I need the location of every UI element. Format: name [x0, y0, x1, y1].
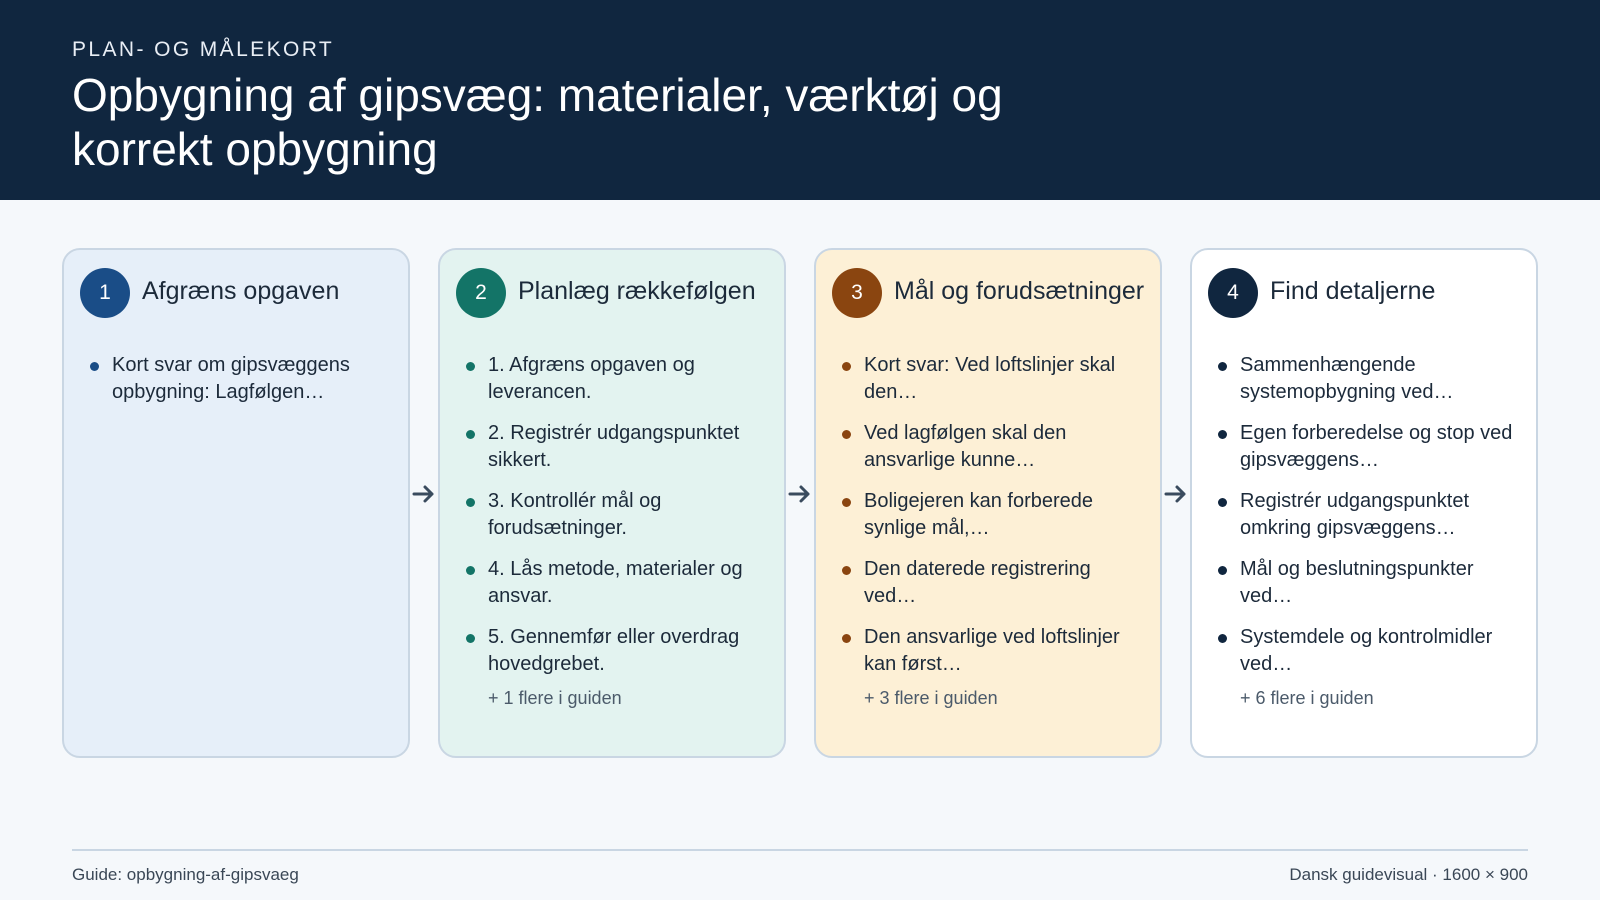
bullet-dot — [90, 362, 99, 371]
item-text: Ved lagfølgen skal den ansvarlige kunne… — [864, 422, 1067, 471]
item-text: Registrér udgangspunktet omkring gipsvæggens… — [1240, 490, 1470, 539]
list-item — [840, 624, 1140, 678]
list-item — [88, 352, 388, 406]
header-banner — [0, 0, 1600, 200]
footer-meta: Dansk guidevisual · 1600 × 900 — [1289, 865, 1528, 884]
item-text: Systemdele og kontrolmidler ved… — [1240, 626, 1493, 675]
page-title: Opbygning af gipsvæg: materialer, værktøj og korrekt opbygning — [72, 69, 1003, 175]
list-item — [464, 352, 764, 406]
step-card-4 — [1190, 248, 1538, 758]
bullet-dot — [842, 634, 851, 643]
list-item — [840, 352, 1140, 406]
list-item — [464, 488, 764, 542]
step-number-badge: 4 — [1208, 268, 1258, 318]
bullet-dot — [466, 362, 475, 371]
arrow-right-icon — [786, 480, 814, 508]
item-text: Egen forberedelse og stop ved gipsvæggens… — [1240, 422, 1513, 471]
more-in-guide-link[interactable]: + 3 flere i guiden — [864, 688, 998, 708]
more-in-guide-link[interactable]: + 6 flere i guiden — [1240, 688, 1374, 708]
item-text: Mål og beslutningspunkter ved… — [1240, 558, 1474, 607]
bullet-dot — [842, 566, 851, 575]
footer-divider — [72, 849, 1528, 851]
list-item — [1216, 488, 1516, 542]
item-text: Den ansvarlige ved loftslinjer kan først… — [864, 626, 1120, 675]
list-item — [840, 420, 1140, 474]
bullet-dot — [1218, 498, 1227, 507]
list-item — [840, 488, 1140, 542]
bullet-dot — [842, 430, 851, 439]
footer-guide-slug: Guide: opbygning-af-gipsvaeg — [72, 865, 299, 884]
step-number-badge: 2 — [456, 268, 506, 318]
list-item — [464, 420, 764, 474]
arrow-right-icon — [410, 480, 438, 508]
step-title: Find detaljerne — [1270, 277, 1436, 305]
bullet-dot — [466, 634, 475, 643]
list-item — [1216, 624, 1516, 678]
step-card-2 — [438, 248, 786, 758]
item-text: Kort svar om gipsvæggens opbygning: Lagfølgen… — [112, 354, 350, 403]
bullet-dot — [842, 362, 851, 371]
step-number-badge: 1 — [80, 268, 130, 318]
step-card-3 — [814, 248, 1162, 758]
step-number-badge: 3 — [832, 268, 882, 318]
bullet-dot — [842, 498, 851, 507]
step-card-1 — [62, 248, 410, 758]
item-text: 4. Lås metode, materialer og ansvar. — [488, 558, 743, 607]
step-title: Mål og forudsætninger — [894, 277, 1145, 305]
list-item — [840, 556, 1140, 610]
bullet-dot — [1218, 566, 1227, 575]
item-text: 3. Kontrollér mål og forudsætninger. — [488, 490, 662, 539]
step-item-list — [840, 352, 1140, 692]
step-item-list — [464, 352, 764, 692]
step-item-list — [1216, 352, 1516, 692]
item-text: Sammenhængende systemopbygning ved… — [1240, 354, 1454, 403]
item-text: 5. Gennemfør eller overdrag hovedgrebet. — [488, 626, 740, 675]
list-item — [464, 556, 764, 610]
item-text: 2. Registrér udgangspunktet sikkert. — [488, 422, 740, 471]
step-cards — [62, 248, 1538, 758]
arrow-right-icon — [1162, 480, 1190, 508]
item-text: Den daterede registrering ved… — [864, 558, 1091, 607]
list-item — [1216, 420, 1516, 474]
bullet-dot — [1218, 634, 1227, 643]
step-item-list — [88, 352, 388, 420]
eyebrow-label: PLAN- OG MÅLEKORT — [72, 38, 335, 61]
item-text: Boligejeren kan forberede synlige mål,… — [864, 490, 1094, 539]
list-item — [1216, 352, 1516, 406]
bullet-dot — [1218, 430, 1227, 439]
step-title: Afgræns opgaven — [142, 277, 340, 305]
bullet-dot — [466, 498, 475, 507]
list-item — [1216, 556, 1516, 610]
more-in-guide-link[interactable]: + 1 flere i guiden — [488, 688, 622, 708]
item-text: 1. Afgræns opgaven og leverancen. — [488, 354, 695, 403]
step-title: Planlæg rækkefølgen — [518, 277, 756, 305]
bullet-dot — [1218, 362, 1227, 371]
bullet-dot — [466, 566, 475, 575]
bullet-dot — [466, 430, 475, 439]
list-item — [464, 624, 764, 678]
item-text: Kort svar: Ved loftslinjer skal den… — [864, 354, 1116, 403]
